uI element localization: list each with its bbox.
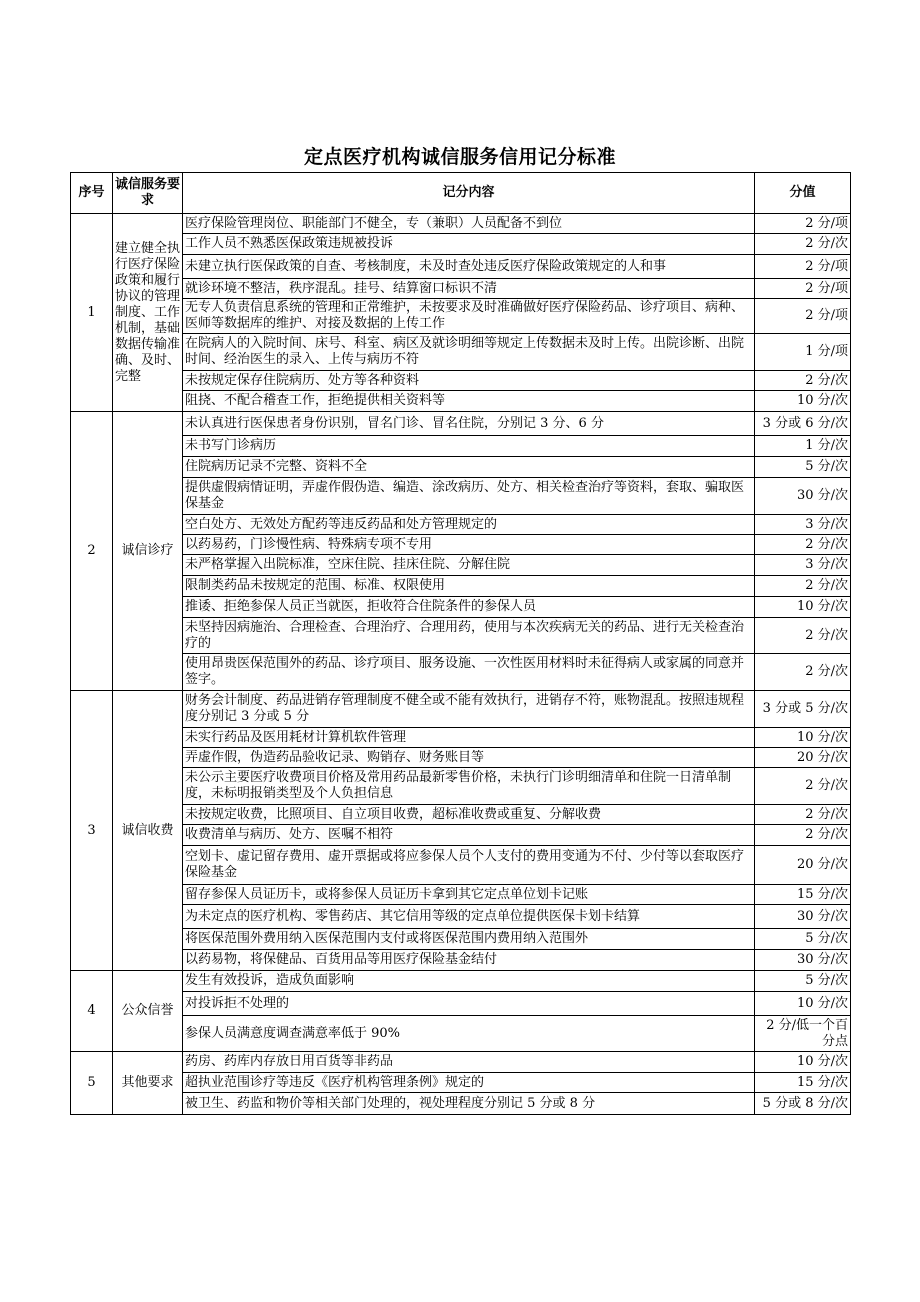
item-content: 住院病历记录不完整、资料不全	[183, 457, 755, 478]
section-requirement: 诚信收费	[113, 691, 183, 971]
item-score: 20 分/次	[755, 846, 851, 885]
table-row	[71, 436, 851, 457]
item-score: 3 分/次	[755, 515, 851, 535]
table-row	[71, 412, 851, 436]
item-content: 未按规定保存住院病历、处方等各种资料	[183, 371, 755, 391]
item-content: 超执业范围诊疗等违反《医疗机构管理条例》规定的	[183, 1073, 755, 1093]
item-score: 2 分/项	[755, 255, 851, 279]
item-content: 未坚持因病施治、合理检查、合理治疗、合理用药，使用与本次疾病无关的药品、进行无关检查治疗的	[183, 618, 755, 654]
item-content: 限制类药品未按规定的范围、标准、权限使用	[183, 576, 755, 597]
table-row	[71, 576, 851, 597]
item-content: 将医保范围外费用纳入医保范围内支付或将医保范围内费用纳入范围外	[183, 929, 755, 950]
item-score: 2 分/次	[755, 654, 851, 691]
item-content: 使用昂贵医保范围外的药品、诊疗项目、服务设施、一次性医用材料时未征得病人或家属的同意并签字。	[183, 654, 755, 691]
table-row	[71, 825, 851, 846]
section-number: 3	[71, 691, 113, 971]
table-row	[71, 515, 851, 535]
section-number: 2	[71, 412, 113, 691]
item-score: 15 分/次	[755, 885, 851, 905]
item-content: 弄虚作假，伪造药品验收记录、购销存、财务账目等	[183, 748, 755, 768]
table-body	[71, 214, 851, 1115]
item-score: 30 分/次	[755, 905, 851, 929]
table-row	[71, 478, 851, 515]
item-score: 15 分/次	[755, 1073, 851, 1093]
table-row	[71, 1016, 851, 1052]
item-score: 10 分/次	[755, 597, 851, 618]
item-content: 以药易物，将保健品、百货用品等用医疗保险基金结付	[183, 950, 755, 971]
item-score: 2 分/次	[755, 805, 851, 825]
item-score: 2 分/项	[755, 299, 851, 334]
item-content: 以药易药，门诊慢性病、特殊病专项不专用	[183, 535, 755, 555]
section-number: 1	[71, 214, 113, 412]
table-row	[71, 691, 851, 728]
table-row	[71, 905, 851, 929]
table-row	[71, 234, 851, 255]
table-row	[71, 1093, 851, 1115]
item-content: 未认真进行医保患者身份识别，冒名门诊、冒名住院，分别记 3 分、6 分	[183, 412, 755, 436]
table-row	[71, 950, 851, 971]
item-content: 对投诉拒不处理的	[183, 992, 755, 1016]
table-row	[71, 299, 851, 334]
item-content: 空划卡、虚记留存费用、虚开票据或将应参保人员个人支付的费用变通为不付、少付等以套取医疗保险基金	[183, 846, 755, 885]
header-no: 序号	[71, 173, 113, 214]
item-content: 留存参保人员证历卡，或将参保人员证历卡拿到其它定点单位划卡记账	[183, 885, 755, 905]
item-score: 2 分/项	[755, 279, 851, 299]
table-row	[71, 279, 851, 299]
section-number: 5	[71, 1052, 113, 1115]
item-score: 5 分/次	[755, 457, 851, 478]
table-row	[71, 597, 851, 618]
item-score: 5 分/次	[755, 971, 851, 992]
item-score: 10 分/次	[755, 728, 851, 748]
header-requirement: 诚信服务要求	[113, 173, 183, 214]
table-row	[71, 457, 851, 478]
table-row	[71, 885, 851, 905]
item-content: 未建立执行医保政策的自查、考核制度，未及时查处违反医疗保险政策规定的人和事	[183, 255, 755, 279]
table-row	[71, 618, 851, 654]
item-score: 2 分/次	[755, 535, 851, 555]
item-content: 药房、药库内存放日用百货等非药品	[183, 1052, 755, 1073]
table-row	[71, 391, 851, 412]
item-content: 被卫生、药监和物价等相关部门处理的，视处理程度分别记 5 分或 8 分	[183, 1093, 755, 1115]
item-score: 2 分/低一个百分点	[755, 1016, 851, 1052]
item-score: 3 分或 6 分/次	[755, 412, 851, 436]
table-row	[71, 371, 851, 391]
item-content: 财务会计制度、药品进销存管理制度不健全或不能有效执行，进销存不符，账物混乱。按照违规程度分别记 3 分或 5 分	[183, 691, 755, 728]
table-row	[71, 768, 851, 805]
table-header-row	[71, 173, 851, 214]
section-number: 4	[71, 971, 113, 1052]
item-score: 2 分/次	[755, 576, 851, 597]
item-score: 30 分/次	[755, 950, 851, 971]
table-row	[71, 992, 851, 1016]
table-row	[71, 728, 851, 748]
table-row	[71, 1073, 851, 1093]
item-score: 2 分/次	[755, 371, 851, 391]
item-content: 工作人员不熟悉医保政策违规被投诉	[183, 234, 755, 255]
item-score: 5 分或 8 分/次	[755, 1093, 851, 1115]
item-content: 发生有效投诉，造成负面影响	[183, 971, 755, 992]
item-score: 1 分/次	[755, 436, 851, 457]
table-row	[71, 846, 851, 885]
item-content: 为未定点的医疗机构、零售药店、其它信用等级的定点单位提供医保卡划卡结算	[183, 905, 755, 929]
item-content: 就诊环境不整洁，秩序混乱。挂号、结算窗口标识不清	[183, 279, 755, 299]
section-requirement: 公众信誉	[113, 971, 183, 1052]
table-row	[71, 929, 851, 950]
item-score: 10 分/次	[755, 1052, 851, 1073]
item-content: 收费清单与病历、处方、医嘱不相符	[183, 825, 755, 846]
table-row	[71, 255, 851, 279]
item-content: 阻挠、不配合稽查工作，拒绝提供相关资料等	[183, 391, 755, 412]
table-row	[71, 555, 851, 576]
item-score: 3 分或 5 分/次	[755, 691, 851, 728]
header-score: 分值	[755, 173, 851, 214]
item-score: 5 分/次	[755, 929, 851, 950]
item-score: 10 分/次	[755, 992, 851, 1016]
item-score: 2 分/次	[755, 825, 851, 846]
item-score: 3 分/次	[755, 555, 851, 576]
table-row	[71, 748, 851, 768]
item-content: 推诿、拒绝参保人员正当就医，拒收符合住院条件的参保人员	[183, 597, 755, 618]
item-score: 1 分/项	[755, 334, 851, 371]
item-content: 提供虚假病情证明，弄虚作假伪造、编造、涂改病历、处方、相关检查治疗等资料，套取、骗取医保基金	[183, 478, 755, 515]
section-requirement: 建立健全执行医疗保险政策和履行协议的管理制度、工作机制，基础数据传输准确、及时、完整	[113, 214, 183, 412]
item-score: 2 分/次	[755, 618, 851, 654]
item-score: 2 分/项	[755, 214, 851, 234]
item-content: 在院病人的入院时间、床号、科室、病区及就诊明细等规定上传数据未及时上传。出院诊断、出院时间、经治医生的录入、上传与病历不符	[183, 334, 755, 371]
item-content: 参保人员满意度调查满意率低于 90%	[183, 1016, 755, 1052]
item-content: 无专人负责信息系统的管理和正常维护，未按要求及时准确做好医疗保险药品、诊疗项目、病种、医师等数据库的维护、对接及数据的上传工作	[183, 299, 755, 334]
header-content: 记分内容	[183, 173, 755, 214]
section-requirement: 其他要求	[113, 1052, 183, 1115]
table-row	[71, 214, 851, 234]
item-content: 未公示主要医疗收费项目价格及常用药品最新零售价格，未执行门诊明细清单和住院一日清单制度，未标明报销类型及个人负担信息	[183, 768, 755, 805]
table-row	[71, 1052, 851, 1073]
scoring-table	[70, 172, 851, 1115]
section-requirement: 诚信诊疗	[113, 412, 183, 691]
item-score: 2 分/次	[755, 234, 851, 255]
table-row	[71, 334, 851, 371]
item-score: 10 分/次	[755, 391, 851, 412]
item-content: 医疗保险管理岗位、职能部门不健全，专（兼职）人员配备不到位	[183, 214, 755, 234]
item-content: 未书写门诊病历	[183, 436, 755, 457]
item-score: 2 分/次	[755, 768, 851, 805]
table-row	[71, 805, 851, 825]
item-content: 未实行药品及医用耗材计算机软件管理	[183, 728, 755, 748]
table-row	[71, 971, 851, 992]
table-row	[71, 654, 851, 691]
item-score: 20 分/次	[755, 748, 851, 768]
page-title: 定点医疗机构诚信服务信用记分标准	[303, 146, 616, 168]
item-content: 空白处方、无效处方配药等违反药品和处方管理规定的	[183, 515, 755, 535]
table-row	[71, 535, 851, 555]
item-score: 30 分/次	[755, 478, 851, 515]
item-content: 未严格掌握入出院标准，空床住院、挂床住院、分解住院	[183, 555, 755, 576]
item-content: 未按规定收费，比照项目、自立项目收费，超标准收费或重复、分解收费	[183, 805, 755, 825]
